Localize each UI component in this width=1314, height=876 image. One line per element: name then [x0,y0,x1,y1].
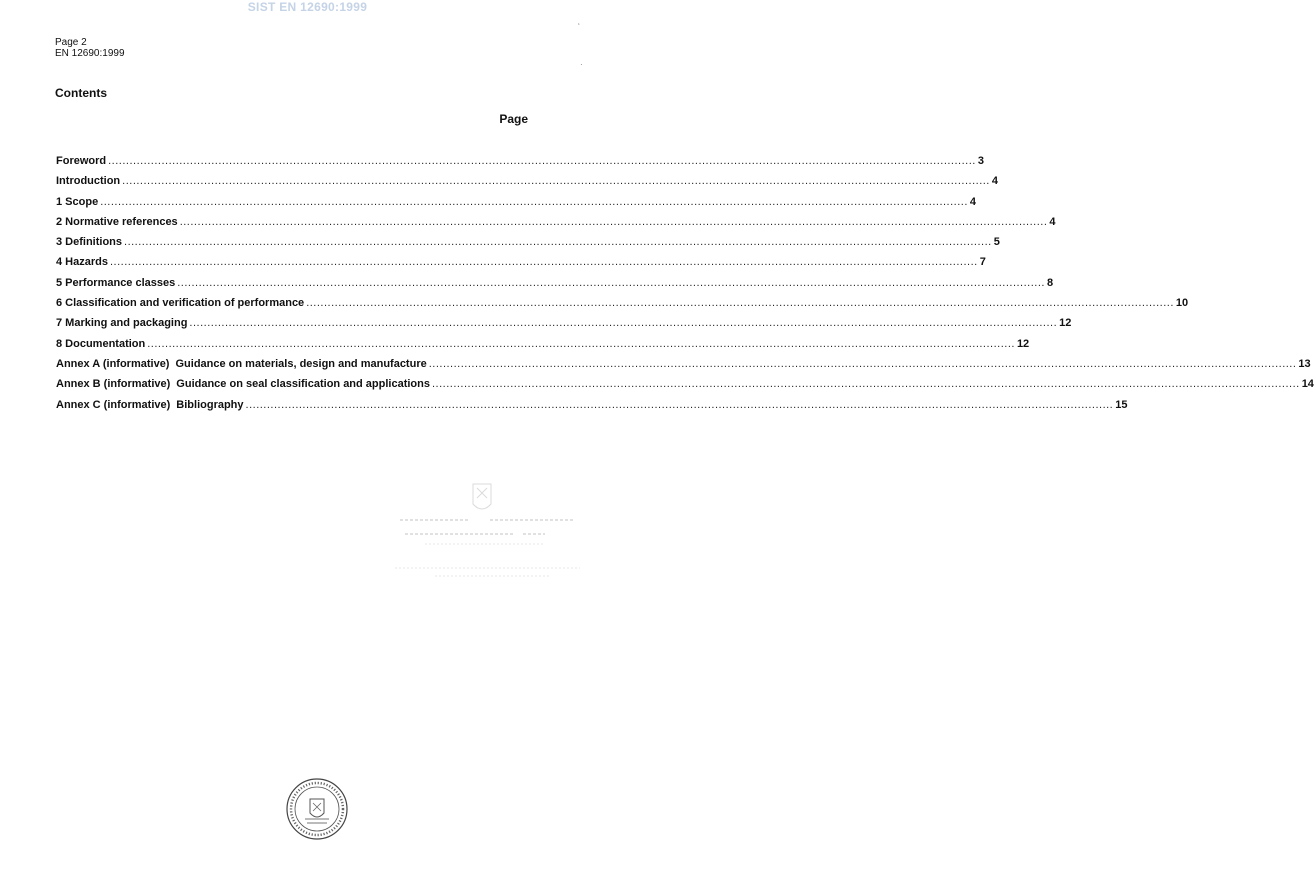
toc-leader-dots: .................................................................................................................................................................................................................................................... [147,337,1015,350]
toc-entry-title: 8 Documentation [56,337,146,350]
toc-entry-title [56,358,427,370]
toc-leader-dots: .................................................................................................................................................................................................................................................... [177,276,1045,289]
toc-leader-dots: .................................................................................................................................................................................................................................................... [245,398,1114,411]
toc-entry-page: 4 [969,195,977,208]
standard-number: EN 12690:1999 [55,48,125,59]
toc-entry-title: 7 Marking and packaging [56,317,188,330]
toc-entry-page: 14 [1301,378,1314,391]
toc-entry-title: 3 Definitions [56,236,123,249]
toc-entry-introduction[interactable] [56,175,998,195]
toc-entry-definitions[interactable] [56,236,1000,256]
toc-leader-dots: .................................................................................................................................................................................................................................................... [431,378,1300,391]
toc-entry-title: Foreword [56,155,107,167]
toc-entry-title: 2 Normative references [56,215,178,228]
annex-label: Annex B (informative) [56,378,171,391]
annex-label: Annex C (informative) [56,398,171,411]
toc-entry-title: 4 Hazards [56,256,108,269]
scan-speck: · [580,60,583,69]
annex-subtitle: Guidance on seal classification and applications [176,378,430,391]
toc-entry-page: 12 [1016,337,1030,350]
toc-entry-page: 4 [991,175,998,188]
toc-entry-normative-references[interactable] [56,215,1056,236]
contents-heading: Contents [55,86,107,100]
toc-entry-annex-a[interactable] [56,357,1311,378]
toc-entry-title [56,399,244,411]
annex-label: Annex A (informative) [56,357,170,370]
toc-leader-dots: .................................................................................................................................................................................................................................................... [124,236,992,249]
toc-entry-marking[interactable] [56,317,1072,337]
toc-entry-annex-c[interactable] [56,398,1128,419]
toc-entry-annex-b[interactable] [56,378,1314,398]
faint-library-seal [395,478,580,588]
toc-leader-dots: .................................................................................................................................................................................................................................................... [306,297,1174,310]
toc-entry-title: 6 Classification and verification of performance [56,297,305,310]
toc-entry-page: 5 [993,236,1000,249]
toc-leader-dots: .................................................................................................................................................................................................................................................... [428,357,1297,370]
toc-leader-dots: .................................................................................................................................................................................................................................................... [100,195,968,208]
toc-entry-title: Introduction [56,175,121,188]
toc-entry-page: 12 [1059,317,1072,330]
page-reference [55,37,125,59]
toc-leader-dots: .................................................................................................................................................................................................................................................... [109,256,978,269]
page-number: Page 2 [55,37,87,48]
table-of-contents [56,155,1314,419]
round-stamp-icon [285,777,349,841]
toc-entry-title [56,378,430,390]
toc-entry-documentation[interactable] [56,337,1030,358]
toc-entry-classification[interactable] [56,297,1189,317]
toc-leader-dots: .................................................................................................................................................................................................................................................... [179,215,1048,228]
toc-entry-page: 3 [977,155,984,167]
annex-subtitle: Bibliography [176,398,244,411]
toc-entry-page: 8 [1046,276,1054,289]
toc-entry-title: 1 Scope [56,195,99,208]
toc-leader-dots: .................................................................................................................................................................................................................................................... [122,175,990,188]
page-column-heading: Page [499,112,528,126]
toc-entry-page: 15 [1115,398,1128,411]
annex-subtitle: Guidance on materials, design and manufacture [175,357,427,370]
toc-entry-title: 5 Performance classes [56,276,176,289]
toc-entry-scope[interactable] [56,195,977,216]
toc-entry-page: 10 [1175,297,1189,310]
toc-entry-hazards[interactable] [56,256,986,276]
toc-entry-page: 7 [979,256,986,269]
toc-leader-dots: .................................................................................................................................................................................................................................................... [189,317,1058,330]
scan-speck: ‘ [578,22,580,31]
watermark-text: SIST EN 12690:1999 [247,0,368,14]
toc-entry-performance-classes[interactable] [56,276,1054,297]
toc-entry-page: 13 [1298,357,1311,370]
toc-leader-dots: .................................................................................................................................................................................................................................................... [108,155,976,167]
toc-entry-page: 4 [1049,215,1056,228]
toc-entry-foreword[interactable] [56,155,984,175]
